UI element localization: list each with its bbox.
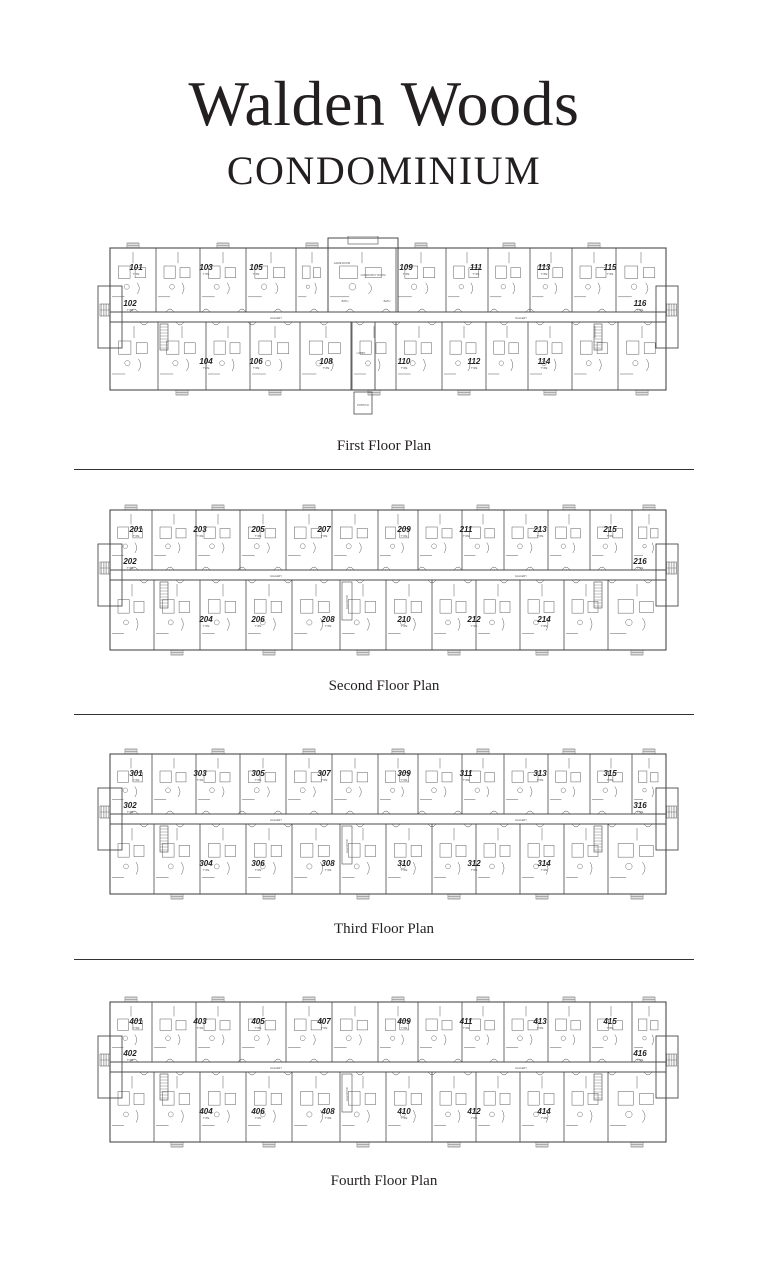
- unit-number: 211: [459, 525, 473, 534]
- unit-number: 110: [397, 357, 411, 366]
- page-subtitle: CONDOMINIUM: [226, 148, 542, 193]
- unit-number: 113: [537, 263, 551, 272]
- unit-type-label: TYPE: [540, 1117, 548, 1120]
- unit-number: 412: [467, 1107, 481, 1116]
- unit-number: 416: [633, 1049, 647, 1058]
- unit-number: 116: [633, 299, 647, 308]
- unit-number: 208: [321, 615, 335, 624]
- floor-caption-1: First Floor Plan: [336, 438, 432, 454]
- unit-type-label: TYPE: [470, 367, 478, 370]
- unit-type-label: TYPE: [202, 1117, 210, 1120]
- room-label: COMMUNITY ROOM: [360, 274, 386, 277]
- floor-plan-2: [96, 500, 680, 660]
- unit-type-label: TYPE: [536, 1027, 544, 1030]
- unit-type-label: TYPE: [126, 567, 134, 570]
- unit-number: 112: [467, 357, 481, 366]
- unit-type-label: TYPE: [254, 625, 262, 628]
- unit-number: 204: [199, 615, 213, 624]
- unit-type-label: TYPE: [400, 367, 408, 370]
- unit-number: 310: [397, 859, 411, 868]
- unit-type-label: TYPE: [202, 625, 210, 628]
- floor-plan-1: [96, 236, 680, 418]
- unit-number: 210: [397, 615, 411, 624]
- unit-number: 413: [533, 1017, 547, 1026]
- unit-number: 106: [249, 357, 263, 366]
- floor-caption-4: Fourth Floor Plan: [330, 1173, 438, 1189]
- unit-number: 111: [469, 263, 483, 272]
- unit-type-label: TYPE: [470, 1117, 478, 1120]
- unit-number: 207: [317, 525, 331, 534]
- unit-type-label: TYPE: [400, 869, 408, 872]
- unit-number: 409: [397, 1017, 411, 1026]
- room-label: ELEVATOR: [346, 1087, 349, 1101]
- unit-type-label: TYPE: [324, 1117, 332, 1120]
- gallery-label: GALLERY: [270, 1067, 282, 1070]
- unit-number: 307: [317, 769, 331, 778]
- unit-number: 206: [251, 615, 265, 624]
- unit-type-label: TYPE: [472, 273, 480, 276]
- unit-type-label: TYPE: [252, 367, 260, 370]
- room-label: BATH: [341, 300, 349, 303]
- unit-number: 408: [321, 1107, 335, 1116]
- unit-type-label: TYPE: [132, 779, 140, 782]
- unit-number: 411: [459, 1017, 473, 1026]
- unit-number: 212: [467, 615, 481, 624]
- unit-type-label: TYPE: [636, 811, 644, 814]
- unit-type-label: TYPE: [400, 1117, 408, 1120]
- gallery-label: GALLERY: [270, 575, 282, 578]
- unit-type-label: TYPE: [470, 625, 478, 628]
- gallery-label: GALLERY: [270, 317, 282, 320]
- unit-number: 305: [251, 769, 265, 778]
- unit-number: 312: [467, 859, 481, 868]
- unit-type-label: TYPE: [126, 309, 134, 312]
- unit-number: 205: [251, 525, 265, 534]
- unit-type-label: TYPE: [252, 273, 260, 276]
- unit-type-label: TYPE: [400, 779, 408, 782]
- unit-type-label: TYPE: [606, 273, 614, 276]
- unit-type-label: TYPE: [322, 367, 330, 370]
- unit-type-label: TYPE: [536, 535, 544, 538]
- unit-type-label: TYPE: [320, 535, 328, 538]
- unit-type-label: TYPE: [254, 535, 262, 538]
- unit-number: 405: [251, 1017, 265, 1026]
- unit-type-label: TYPE: [254, 869, 262, 872]
- section-divider: [74, 959, 694, 960]
- unit-number: 108: [319, 357, 333, 366]
- unit-number: 308: [321, 859, 335, 868]
- room-label: PORTICO: [357, 404, 369, 407]
- room-label: LOBBY: [356, 352, 366, 355]
- room-label: ELEVATOR: [346, 839, 349, 853]
- unit-type-label: TYPE: [536, 779, 544, 782]
- unit-type-label: TYPE: [196, 535, 204, 538]
- unit-number: 109: [399, 263, 413, 272]
- unit-type-label: TYPE: [462, 1027, 470, 1030]
- room-label: BATH: [383, 300, 391, 303]
- unit-number: 209: [397, 525, 411, 534]
- unit-number: 313: [533, 769, 547, 778]
- gallery-label: GALLERY: [515, 1067, 527, 1070]
- unit-number: 103: [199, 263, 213, 272]
- unit-number: 309: [397, 769, 411, 778]
- unit-number: 105: [249, 263, 263, 272]
- room-label: ELEVATOR: [346, 595, 349, 609]
- gallery-label: GALLERY: [515, 819, 527, 822]
- unit-type-label: TYPE: [196, 779, 204, 782]
- unit-number: 115: [603, 263, 617, 272]
- unit-number: 407: [317, 1017, 331, 1026]
- unit-number: 311: [459, 769, 473, 778]
- unit-type-label: TYPE: [320, 779, 328, 782]
- unit-number: 304: [199, 859, 213, 868]
- unit-number: 114: [537, 357, 551, 366]
- floor-plan-3: [96, 744, 680, 904]
- unit-number: 215: [603, 525, 617, 534]
- floor-caption-3: Third Floor Plan: [334, 921, 434, 937]
- unit-type-label: TYPE: [606, 535, 614, 538]
- unit-number: 415: [603, 1017, 617, 1026]
- unit-number: 402: [123, 1049, 137, 1058]
- unit-number: 102: [123, 299, 137, 308]
- gallery-label: GALLERY: [270, 819, 282, 822]
- unit-number: 201: [129, 525, 143, 534]
- unit-type-label: TYPE: [470, 869, 478, 872]
- section-divider: [74, 469, 694, 470]
- unit-type-label: TYPE: [126, 811, 134, 814]
- unit-type-label: TYPE: [400, 1027, 408, 1030]
- floor-caption-2: Second Floor Plan: [328, 678, 440, 694]
- unit-type-label: TYPE: [132, 273, 140, 276]
- unit-type-label: TYPE: [254, 779, 262, 782]
- unit-number: 316: [633, 801, 647, 810]
- gallery-label: GALLERY: [515, 575, 527, 578]
- unit-type-label: TYPE: [324, 869, 332, 872]
- floor-plan-4: [96, 992, 680, 1152]
- unit-type-label: TYPE: [402, 273, 410, 276]
- unit-number: 301: [129, 769, 143, 778]
- unit-type-label: TYPE: [540, 273, 548, 276]
- unit-type-label: TYPE: [126, 1059, 134, 1062]
- unit-number: 303: [193, 769, 207, 778]
- unit-type-label: TYPE: [540, 367, 548, 370]
- unit-number: 406: [251, 1107, 265, 1116]
- unit-type-label: TYPE: [254, 1117, 262, 1120]
- unit-type-label: TYPE: [400, 535, 408, 538]
- unit-number: 306: [251, 859, 265, 868]
- unit-type-label: TYPE: [400, 625, 408, 628]
- unit-number: 101: [129, 263, 143, 272]
- unit-number: 314: [537, 859, 551, 868]
- unit-number: 104: [199, 357, 213, 366]
- room-label: GAME ROOM: [333, 262, 351, 265]
- unit-number: 213: [533, 525, 547, 534]
- unit-type-label: TYPE: [132, 535, 140, 538]
- unit-type-label: TYPE: [636, 1059, 644, 1062]
- unit-number: 404: [199, 1107, 213, 1116]
- unit-type-label: TYPE: [202, 367, 210, 370]
- section-divider: [74, 714, 694, 715]
- unit-type-label: TYPE: [202, 869, 210, 872]
- unit-number: 410: [397, 1107, 411, 1116]
- unit-number: 401: [129, 1017, 143, 1026]
- unit-type-label: TYPE: [540, 869, 548, 872]
- page-title: Walden Woods: [188, 68, 580, 139]
- unit-type-label: TYPE: [606, 1027, 614, 1030]
- unit-type-label: TYPE: [320, 1027, 328, 1030]
- unit-type-label: TYPE: [462, 779, 470, 782]
- unit-type-label: TYPE: [202, 273, 210, 276]
- unit-number: 202: [123, 557, 137, 566]
- unit-type-label: TYPE: [196, 1027, 204, 1030]
- unit-type-label: TYPE: [540, 625, 548, 628]
- unit-type-label: TYPE: [606, 779, 614, 782]
- gallery-label: GALLERY: [515, 317, 527, 320]
- unit-type-label: TYPE: [636, 567, 644, 570]
- unit-number: 302: [123, 801, 137, 810]
- unit-number: 315: [603, 769, 617, 778]
- unit-type-label: TYPE: [462, 535, 470, 538]
- unit-number: 214: [537, 615, 551, 624]
- unit-type-label: TYPE: [324, 625, 332, 628]
- unit-number: 414: [537, 1107, 551, 1116]
- unit-number: 403: [193, 1017, 207, 1026]
- unit-number: 203: [193, 525, 207, 534]
- unit-type-label: TYPE: [132, 1027, 140, 1030]
- unit-number: 216: [633, 557, 647, 566]
- unit-type-label: TYPE: [636, 309, 644, 312]
- unit-type-label: TYPE: [254, 1027, 262, 1030]
